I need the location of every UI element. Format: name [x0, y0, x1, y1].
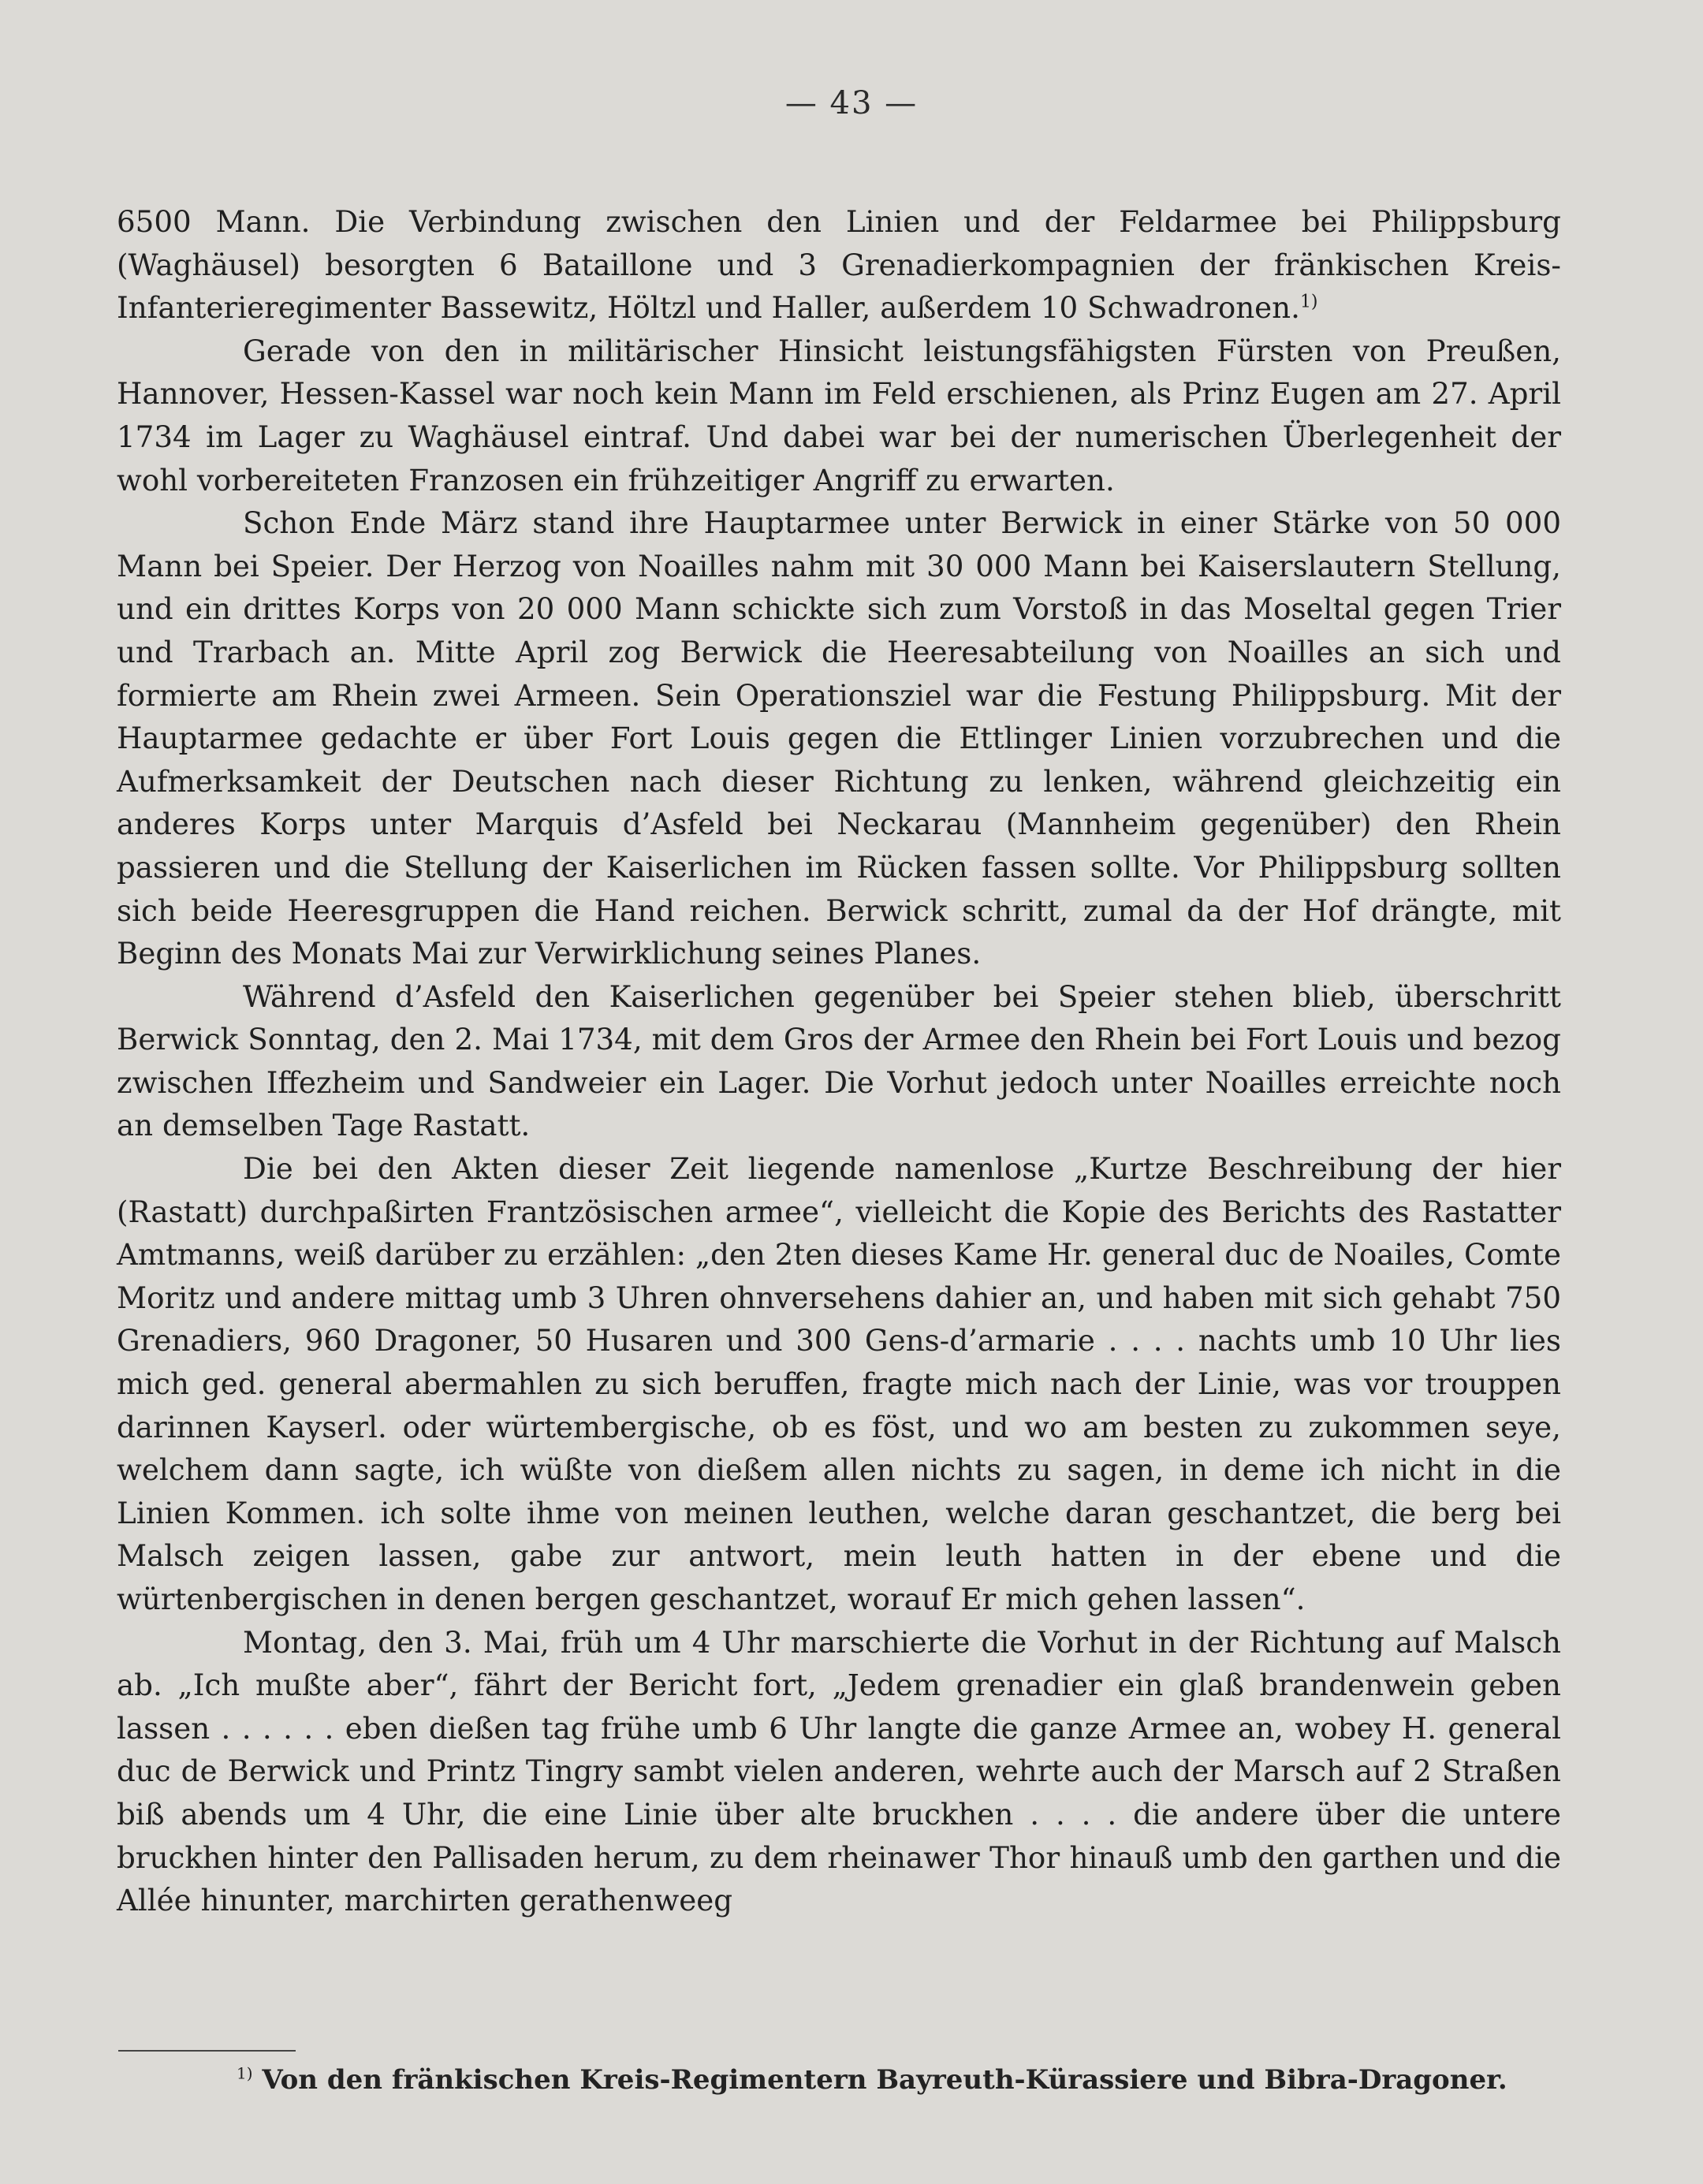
main-text [117, 200, 1561, 1922]
paragraph: Die bei den Akten dieser Zeit liegende namenlose „Kurtze Beschreibung der hier (Rastatt) durchpaßirten Frantzösischen armee“, vielleicht die Kopie des Berichts des Rastatter Amtmanns, weiß darüber zu erzählen: „den 2ten dieses Kame Hr. general duc de Noailes, Comte Moritz und andere mittag umb 3 Uhren ohnversehens dahier an, und haben mit sich gehabt 750 Grenadiers, 960 Dragoner, 50 Husaren und 300 Gens-d’armarie . . . . nachts umb 10 Uhr lies mich ged. general abermahlen zu sich beruffen, fragte mich nach der Linie, was vor trouppen darinnen Kayserl. oder würtembergische, ob es föst, und wo am besten zu zukommen seye, welchem dann sagte, ich wüßte von dießem allen nichts zu sagen, in deme ich nicht in die Linien Kommen. ich solte ihme von meinen leuthen, welche daran geschantzet, die berg bei Malsch zeigen lassen, gabe zur antwort, mein leuth hatten in der ebene und die würtenbergischen in denen bergen geschantzet, worauf Er mich gehen lassen“. [117, 1151, 1561, 1616]
paragraph: Montag, den 3. Mai, früh um 4 Uhr marschierte die Vorhut in der Richtung auf Malsch ab. „Ich mußte aber“, fährt der Bericht fort, „Jedem grenadier ein glaß brandenwein geben lassen . . . . . . eben dießen tag frühe umb 6 Uhr langte die ganze Armee an, wobey H. general duc de Berwick und Printz Tingry sambt vielen anderen, wehrte auch der Marsch auf 2 Straßen biß abends um 4 Uhr, die eine Linie über alte bruckhen . . . . die andere über die untere bruckhen hinter den Pallisaden herum, zu dem rheinawer Thor hinauß umb den garthen und die Allée hinunter, marchirten gerathenweeg [117, 1624, 1561, 1918]
footnote-divider [118, 2050, 296, 2052]
paragraph: Während d’Asfeld den Kaiserlichen gegenüber bei Speier stehen blieb, überschritt Berwick Sonntag, den 2. Mai 1734, mit dem Gros der Armee den Rhein bei Fort Louis und bezog zwischen Iffezheim und Sandweier ein Lager. Die Vorhut jedoch unter Noailles erreichte noch an demselben Tage Rastatt. [117, 978, 1561, 1143]
paragraph [117, 200, 1561, 330]
footnote-reference: 1) [1299, 292, 1318, 312]
paragraph-text: 6500 Mann. Die Verbindung zwischen den Linien und der Feldarmee bei Philippsburg (Waghäusel) besorgten 6 Bataillone und 3 Grenadierkompagnien der fränkischen Kreis-Infanterieregimenter Bassewitz, Höltzl und Haller, außerdem 10 Schwadronen. [117, 204, 1561, 326]
footnote [237, 2064, 1561, 2096]
page-number: — 43 — [784, 85, 919, 121]
paragraph: Gerade von den in militärischer Hinsicht leistungsfähigsten Fürsten von Preußen, Hannover, Hessen-Kassel war noch kein Mann im Feld erschienen, als Prinz Eugen am 27. April 1734 im Lager zu Waghäusel eintraf. Und dabei war bei der numerischen Überlegenheit der wohl vorbereiteten Franzosen ein frühzeitiger Angriff zu erwarten. [117, 333, 1561, 498]
footnote-text: Von den fränkischen Kreis-Regimentern Bayreuth-Kürassiere und Bibra-Dragoner. [262, 2064, 1507, 2096]
paragraph: Schon Ende März stand ihre Hauptarmee unter Berwick in einer Stärke von 50 000 Mann bei Speier. Der Herzog von Noailles nahm mit 30 000 Mann bei Kaiserslautern Stellung, und ein drittes Korps von 20 000 Mann schickte sich zum Vorstoß in das Moseltal gegen Trier und Trarbach an. Mitte April zog Berwick die Heeresabteilung von Noailles an sich und formierte am Rhein zwei Armeen. Sein Operationsziel war die Festung Philippsburg. Mit der Hauptarmee gedachte er über Fort Louis gegen die Ettlinger Linien vorzubrechen und die Aufmerksamkeit der Deutschen nach dieser Richtung zu lenken, während gleichzeitig ein anderes Korps unter Marquis d’Asfeld bei Neckarau (Mannheim gegenüber) den Rhein passieren und die Stellung der Kaiserlichen im Rücken fassen sollte. Vor Philippsburg sollten sich beide Heeresgruppen die Hand reichen. Berwick schritt, zumal da der Hof drängte, mit Beginn des Monats Mai zur Verwirklichung seines Planes. [117, 505, 1561, 971]
footnote-marker: 1) [237, 2063, 253, 2083]
